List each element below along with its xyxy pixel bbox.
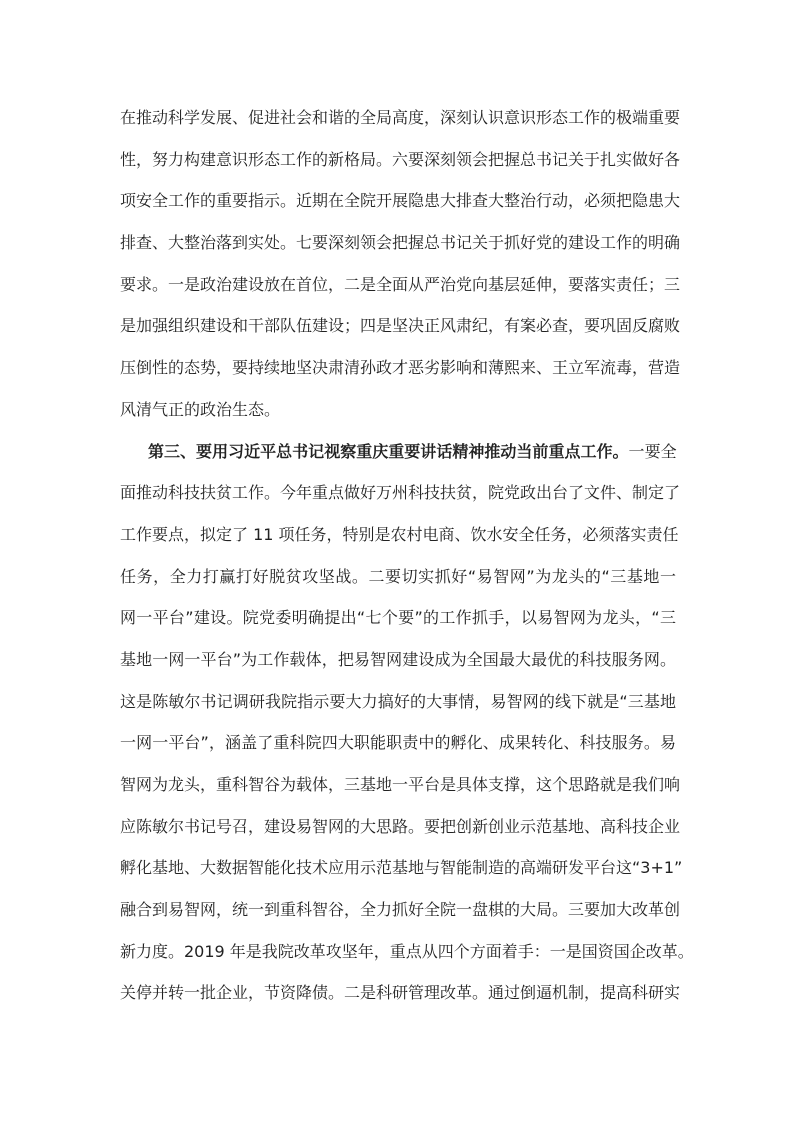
paragraph-1: [120, 97, 681, 431]
text-line: 任务，全力打赢打好脱贫攻坚战。二要切实抓好“易智网”为龙头的“三基地一: [120, 566, 676, 586]
text-line: 智网为龙头，重科智谷为载体，三基地一平台是具体支撑，这个思路就是我们响: [120, 775, 681, 794]
text-line: [120, 431, 676, 473]
text-line: 性，努力构建意识形态工作的新格局。六要深刻领会把握总书记关于扎实做好各: [120, 149, 681, 169]
text-line: 融合到易智网，统一到重科智谷，全力抓好全院一盘棋的大局。三要加大改革创: [120, 900, 681, 920]
text-line: 一网一平台”，涵盖了重科院四大职能职责中的孵化、成果转化、科技服务。易: [120, 733, 676, 753]
text-line: 孵化基地、大数据智能化技术应用示范基地与智能制造的高端研发平台这“3+1”: [120, 858, 683, 878]
text-line: 要求。一是政治建设放在首位，二是全面从严治党向基层延伸，要落实责任；三: [120, 274, 681, 294]
text-line: 新力度。2019 年是我院改革攻坚年，重点从四个方面着手：一是国资国企改革。: [120, 941, 694, 961]
document-page: [120, 97, 694, 1014]
text-line: 在推动科学发展、促进社会和谐的全局高度，深刻认识意识形态工作的极端重要: [120, 108, 681, 127]
text-line: 网一平台”建设。院党委明确提出“七个要”的工作抓手，以易智网为龙头，“三: [120, 608, 676, 628]
text-line: 风清气正的政治生态。: [120, 399, 281, 419]
section-heading: 第三、要用习近平总书记视察重庆重要讲话精神推动当前重点工作。: [148, 441, 629, 461]
text-line: 面推动科技扶贫工作。今年重点做好万州科技扶贫，院党政出台了文件、制定了: [120, 483, 681, 503]
text-line: 基地一网一平台”为工作载体，把易智网建设成为全国最大最优的科技服务网。: [120, 649, 676, 669]
text-line: 项安全工作的重要指示。近期在全院开展隐患大排查大整治行动，必须把隐患大: [120, 191, 681, 211]
text-line: 这是陈敏尔书记调研我院指示要大力搞好的大事情，易智网的线下就是“三基地: [120, 691, 676, 711]
text-line: 工作要点，拟定了 11 项任务，特别是农村电商、饮水安全任务，必须落实责任: [120, 524, 679, 544]
text-line: 压倒性的态势，要持续地坚决肃清孙政才恶劣影响和薄熙来、王立军流毒，营造: [120, 358, 681, 378]
text-line: 排查、大整治落到实处。七要深刻领会把握总书记关于抓好党的建设工作的明确: [120, 233, 681, 253]
paragraph-2: [120, 431, 694, 1015]
text-line: 是加强组织建设和干部队伍建设；四是坚决正风肃纪，有案必查，要巩固反腐败: [120, 316, 681, 336]
text-line: 关停并转一批企业，节资降债。二是科研管理改革。通过倒逼机制，提高科研实: [120, 983, 681, 1003]
text-line: 应陈敏尔书记号召，建设易智网的大思路。要把创新创业示范基地、高科技企业: [120, 816, 681, 836]
text-run: 一要全: [628, 441, 676, 461]
